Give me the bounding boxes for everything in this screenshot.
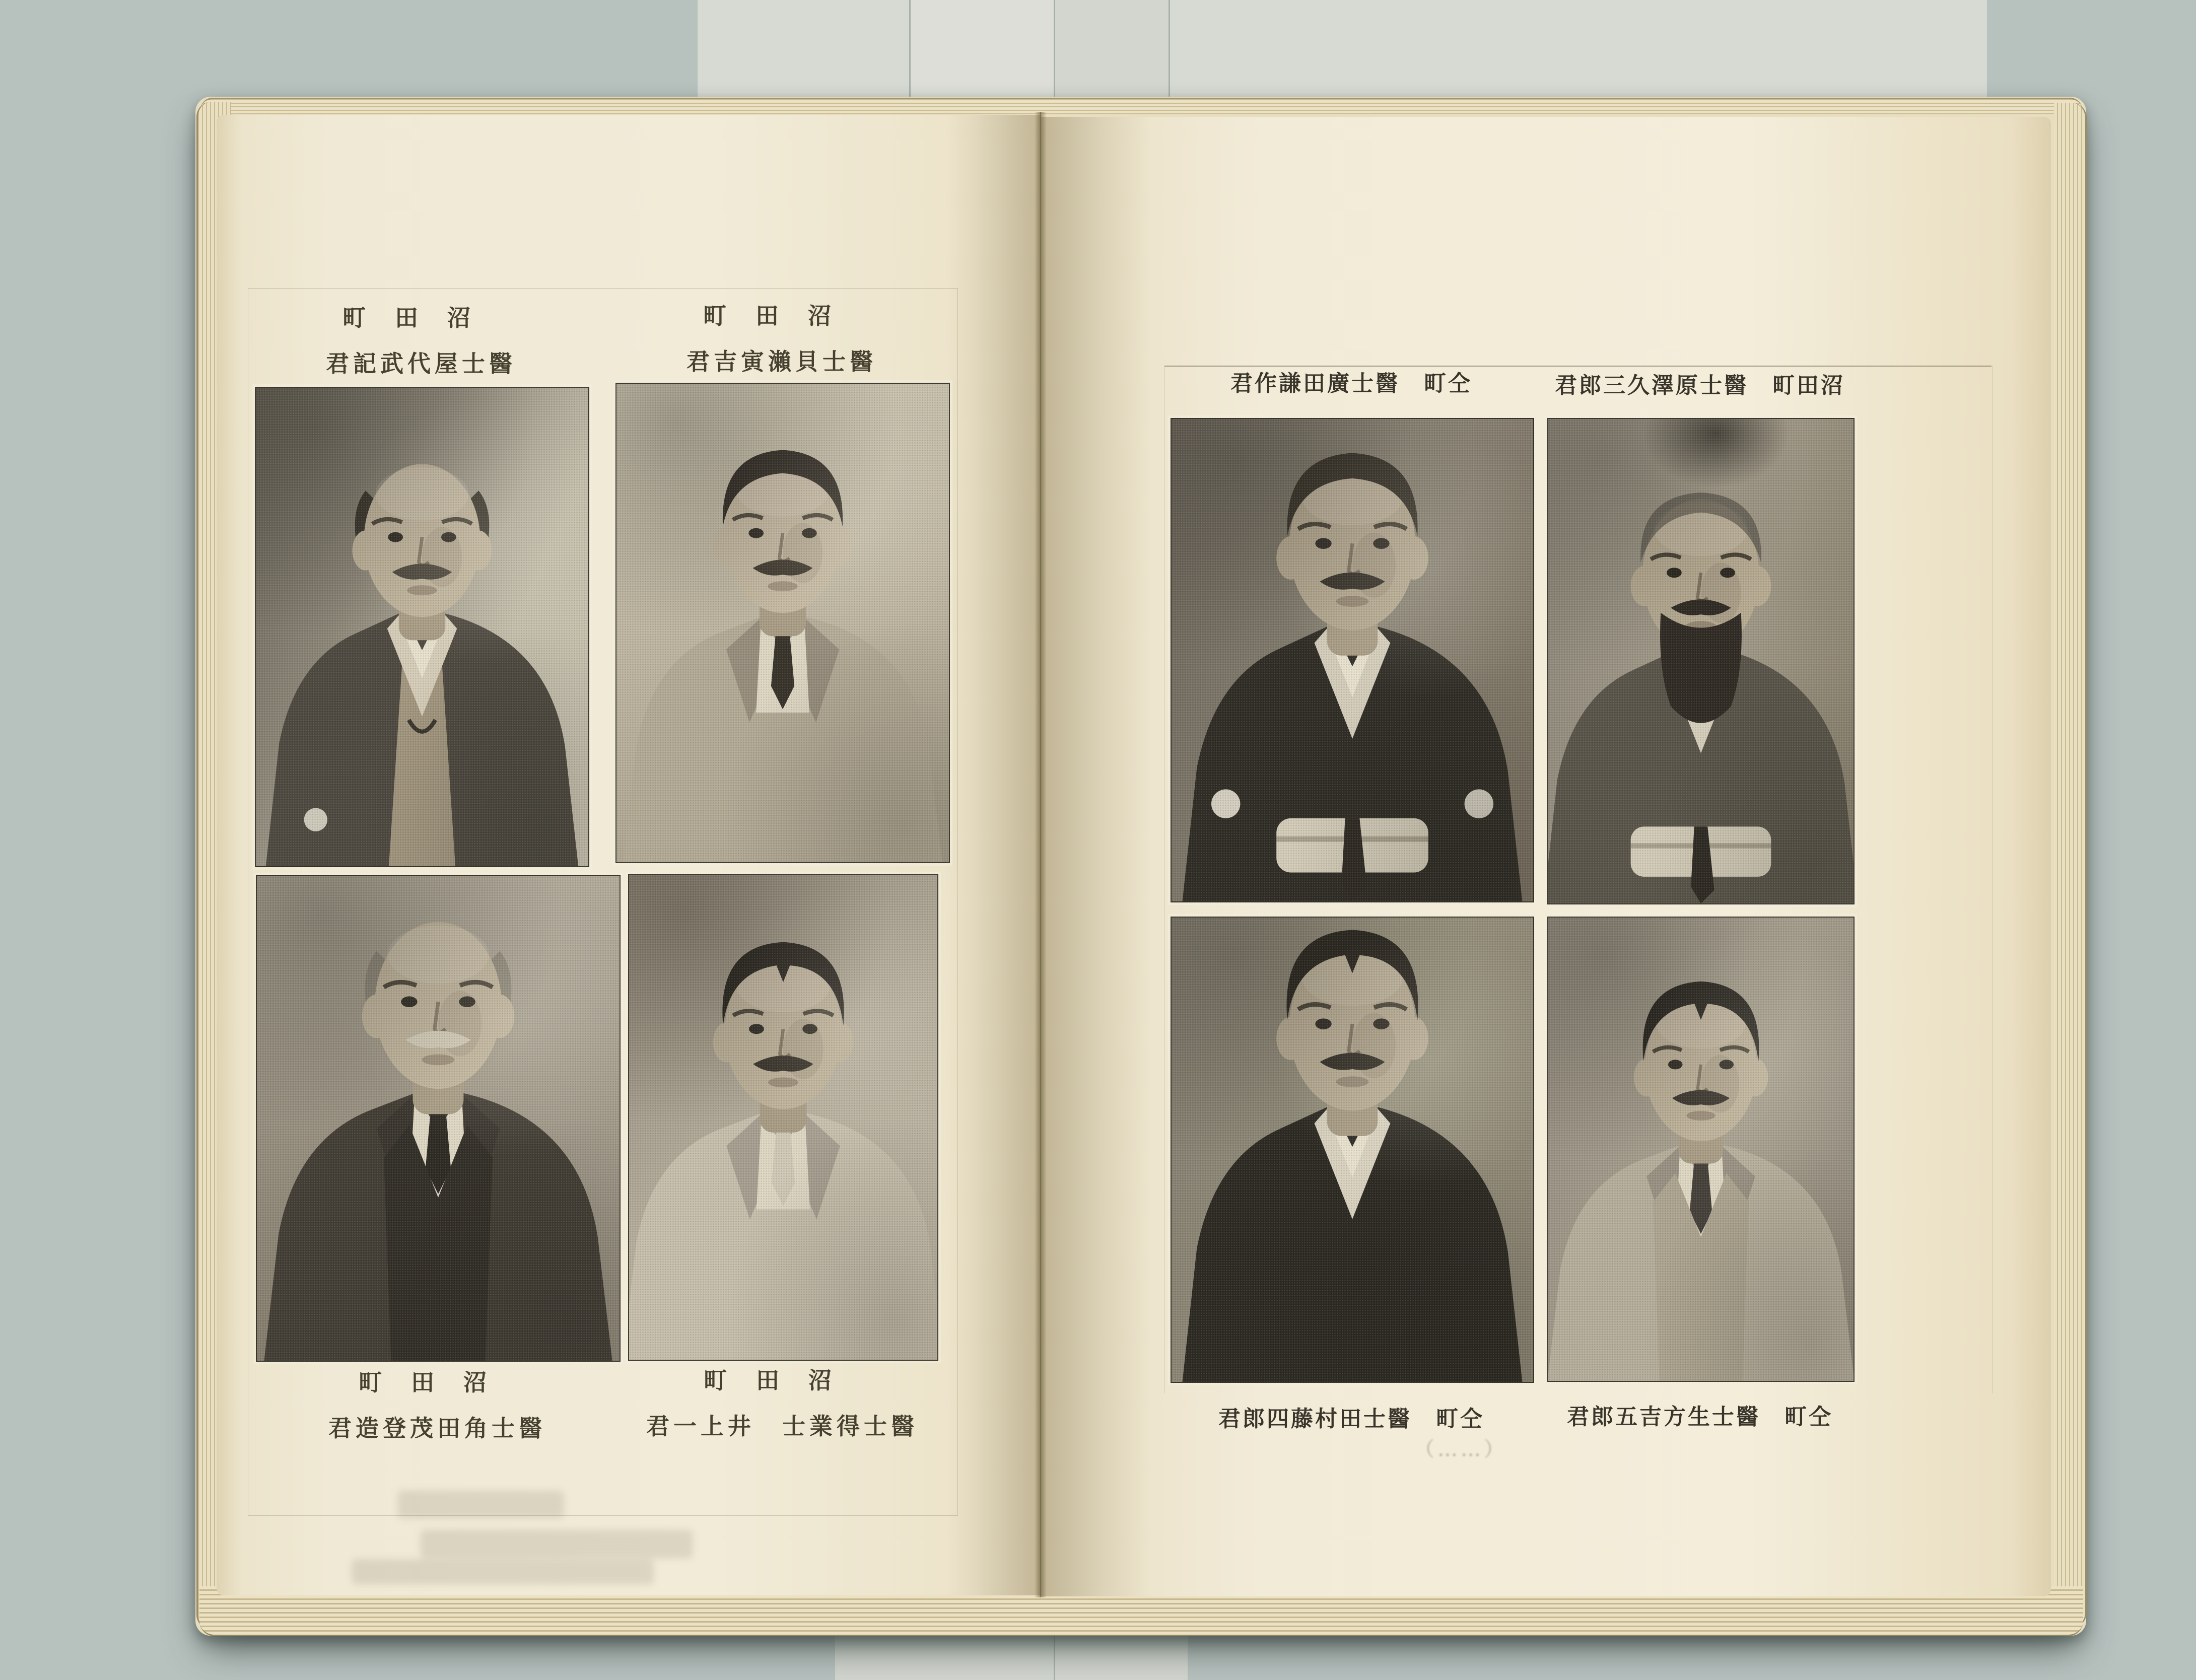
caption-line: 仝町 醫士生方吉五郎君: [1567, 1404, 1833, 1430]
caption-name: 醫士角田茂登造君: [328, 1415, 546, 1442]
caption-name: 醫士得業士 井上一君: [646, 1413, 918, 1440]
open-book: [195, 97, 2086, 1636]
caption-name: 醫士屋代武記君: [326, 350, 516, 377]
caption-name: 醫士貝瀨寅吉君: [687, 348, 877, 375]
page-stack-edge-right: [2054, 103, 2087, 1628]
caption-town: 沼田町: [704, 1367, 861, 1394]
left-page: [217, 115, 1041, 1595]
caption-line: 沼田町 醫士原澤久三郎君: [1555, 373, 1845, 398]
page-stack-edge-top: [200, 98, 2082, 115]
caption-town: 沼田町: [342, 304, 500, 331]
caption-town: 沼田町: [703, 302, 860, 329]
right-page: [1041, 117, 2051, 1596]
caption-town: 沼田町: [359, 1369, 516, 1396]
book-gutter: [1035, 112, 1047, 1597]
caption-line: 仝町 醫士廣田謙作君: [1230, 371, 1472, 396]
faint-bleedthrough-note: （……）: [1414, 1438, 1507, 1461]
caption-line: 仝町 醫士田村藤四郎君: [1218, 1406, 1484, 1432]
